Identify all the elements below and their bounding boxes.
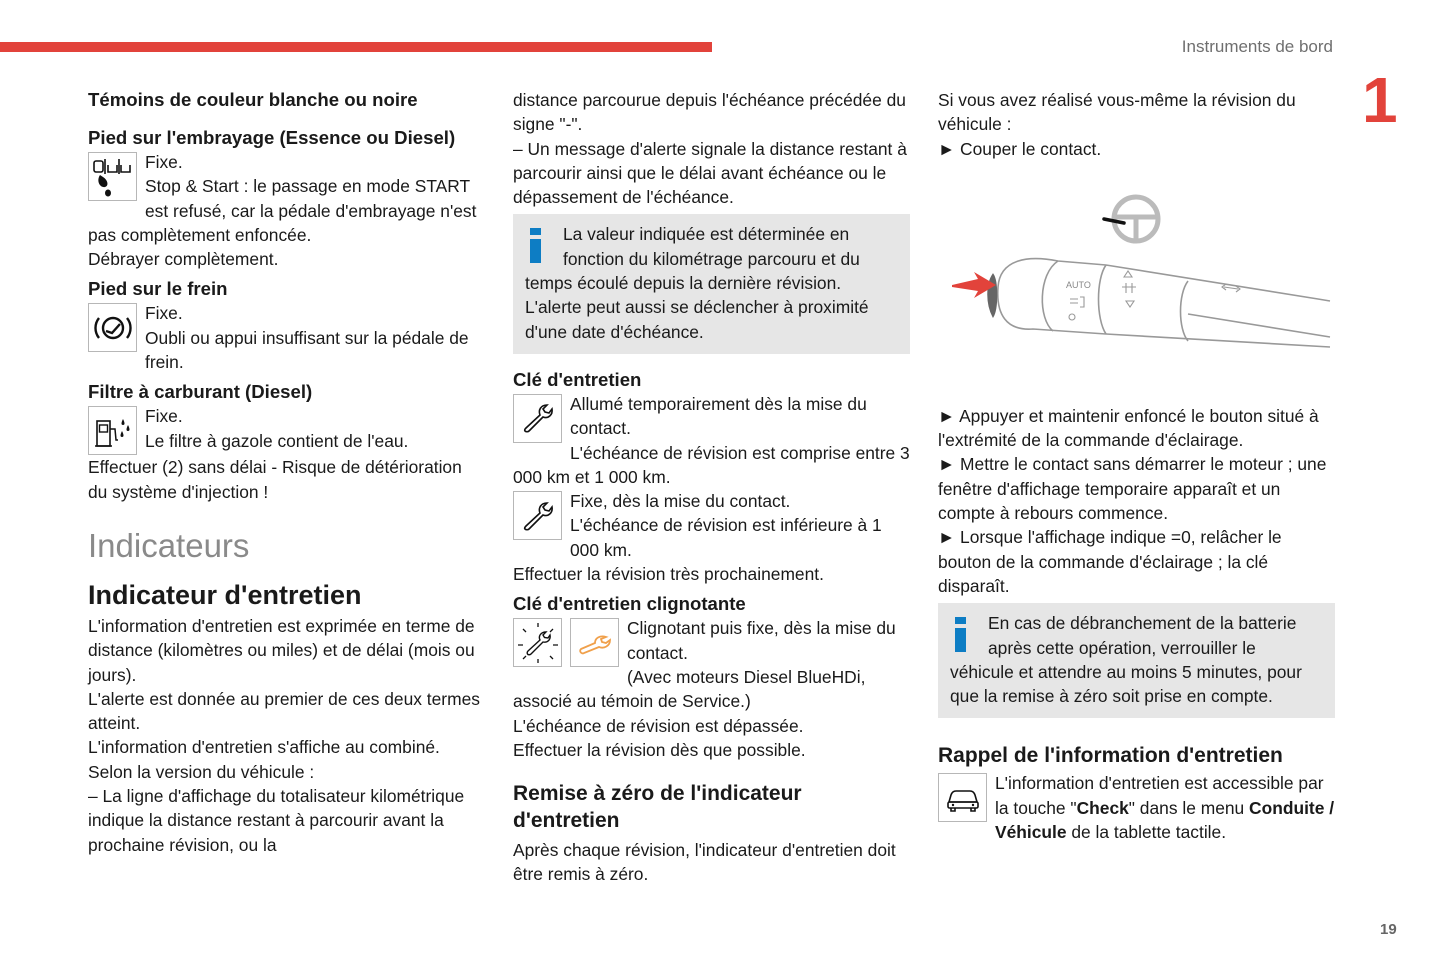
- maint-p1: L'information d'entretien est exprimée en terme de distance (kilomètres ou miles) et de délai (mois ou jours).: [88, 615, 475, 685]
- col2-p2: – Un message d'alerte signale la distance restant à parcourir ainsi que le délai avant échéance ou le dépassement de l'échéance.: [513, 138, 907, 208]
- steering-wheel-icon: [1104, 197, 1158, 241]
- car-icon: [938, 773, 987, 822]
- chapter-number: 1: [1362, 64, 1398, 136]
- brake-pedal-icon: [88, 303, 137, 352]
- col3-p1: Si vous avez réalisé vous-même la révision du véhicule :: [938, 90, 1296, 135]
- blink-l1: Clignotant puis fixe, dès la mise du contact.: [627, 618, 896, 663]
- lighting-stalk-illustration: [938, 169, 1335, 399]
- column-3: [938, 88, 1335, 844]
- heading-brake: Pied sur le frein: [88, 278, 228, 300]
- heading-fuel-filter: Filtre à carburant (Diesel): [88, 381, 313, 403]
- clutch-block: [88, 150, 483, 271]
- brake-line-2: Oubli ou appui insuffisant sur la pédale de frein.: [145, 327, 469, 373]
- filter-line-3: Effectuer (2) sans délai - Risque de détérioration du système d'injection !: [88, 457, 462, 502]
- auto-label: AUTO: [1066, 279, 1091, 290]
- info-icon: [525, 228, 547, 266]
- heading-white-indicators: Témoins de couleur blanche ou noire: [88, 89, 418, 110]
- key-block-a: [513, 392, 910, 489]
- wrench-orange-icon: [570, 618, 619, 667]
- step-2: ► Mettre le contact sans démarrer le moteur ; une fenêtre d'affichage temporaire apparaît et un compte à rebours commence.: [938, 454, 1327, 524]
- check-key-label: Check: [1076, 797, 1129, 818]
- clutch-pedal-icon: [88, 152, 137, 201]
- clutch-line-1: Fixe.: [145, 152, 183, 172]
- page-number: 19: [1380, 921, 1397, 938]
- maint-p5: – La ligne d'affichage du totalisateur kilométrique indique la distance restant à parcourir avant la prochaine révision, ou la: [88, 786, 465, 855]
- menu-path-label: Conduite / Véhicule: [995, 797, 1335, 843]
- filter-line-2: Le filtre à gazole contient de l'eau.: [145, 430, 409, 451]
- key-block-b: [513, 489, 910, 586]
- wrench-icon: [513, 394, 562, 443]
- key-b2: L'échéance de révision est inférieure à 1 000 km.: [570, 515, 882, 560]
- step-1: ► Appuyer et maintenir enfoncé le bouton situé à l'extrémité de la commande d'éclairage.: [938, 405, 1319, 451]
- blink-block: [513, 616, 910, 762]
- running-header: Instruments de bord: [1181, 37, 1333, 56]
- col3-p2: ► Couper le contact.: [938, 138, 1102, 159]
- key-a1: Allumé temporairement dès la mise du contact.: [570, 393, 867, 439]
- wrench-icon: [513, 491, 562, 540]
- fuel-filter-water-icon: [88, 406, 137, 455]
- heading-recall: Rappel de l'information d'entretien: [938, 744, 1283, 768]
- wrench-blinking-icon: [513, 618, 562, 667]
- reset-text: Après chaque révision, l'indicateur d'entretien doit être remis à zéro.: [513, 840, 896, 885]
- filter-line-1: Fixe.: [145, 406, 183, 427]
- heading-reset: Remise à zéro de l'indicateur d'entretien: [513, 782, 802, 833]
- column-2: [513, 88, 910, 887]
- recall-text: L'information d'entretien est accessible par la touche "Check" dans le menu Conduite / Véhicule de la tablette tactile.: [995, 773, 1335, 843]
- brake-block: [88, 301, 483, 374]
- heading-maintenance-indicator: Indicateur d'entretien: [88, 579, 362, 610]
- info-icon: [950, 617, 972, 655]
- key-b3: Effectuer la révision très prochainement.: [513, 564, 824, 585]
- info-value-text: La valeur indiquée est déterminée en fonction du kilométrage parcouru et du temps écoulé depuis la dernière révision. L'alerte peut aussi se déclencher à proximité d'une date d'échéance.: [525, 224, 869, 342]
- heading-service-key: Clé d'entretien: [513, 368, 642, 390]
- brake-line-1: Fixe.: [145, 303, 183, 324]
- clutch-line-2: Stop & Start : le passage en mode START est refusé, car la pédale d'embrayage n'est pas complètement enfoncée.: [88, 176, 477, 245]
- top-accent-bar: [0, 42, 712, 52]
- heading-clutch: Pied sur l'embrayage (Essence ou Diesel): [88, 127, 456, 148]
- clutch-line-3: Débrayer complètement.: [88, 249, 279, 270]
- column-1: [88, 88, 483, 857]
- maint-p2: L'alerte est donnée au premier de ces deux termes atteint.: [88, 688, 480, 734]
- maint-p3: L'information d'entretien s'affiche au combiné.: [88, 737, 440, 758]
- heading-blinking-key: Clé d'entretien clignotante: [513, 593, 746, 615]
- section-title-indicators: Indicateurs: [88, 526, 250, 564]
- col2-p1: distance parcourue depuis l'échéance précédée du signe "-".: [513, 90, 906, 135]
- blink-l4: Effectuer la révision dès que possible.: [513, 739, 806, 760]
- maint-p4: Selon la version du véhicule :: [88, 761, 315, 782]
- filter-block: [88, 404, 483, 504]
- info-battery-text: En cas de débranchement de la batterie après cette opération, verrouiller le véhicule et attendre au moins 5 minutes, pour que la remise à zéro soit prise en compte.: [950, 613, 1302, 707]
- info-box-value: [513, 214, 910, 353]
- key-b1: Fixe, dès la mise du contact.: [570, 491, 791, 512]
- recall-block: [938, 771, 1335, 844]
- step-3: ► Lorsque l'affichage indique =0, relâcher le bouton de la commande d'éclairage ; la clé disparaît.: [938, 527, 1282, 596]
- info-box-battery: [938, 603, 1335, 718]
- key-a2: L'échéance de révision est comprise entre 3 000 km et 1 000 km.: [513, 442, 910, 487]
- blink-l3: L'échéance de révision est dépassée.: [513, 715, 804, 736]
- blink-l2: (Avec moteurs Diesel BlueHDi, associé au témoin de Service.): [513, 666, 866, 712]
